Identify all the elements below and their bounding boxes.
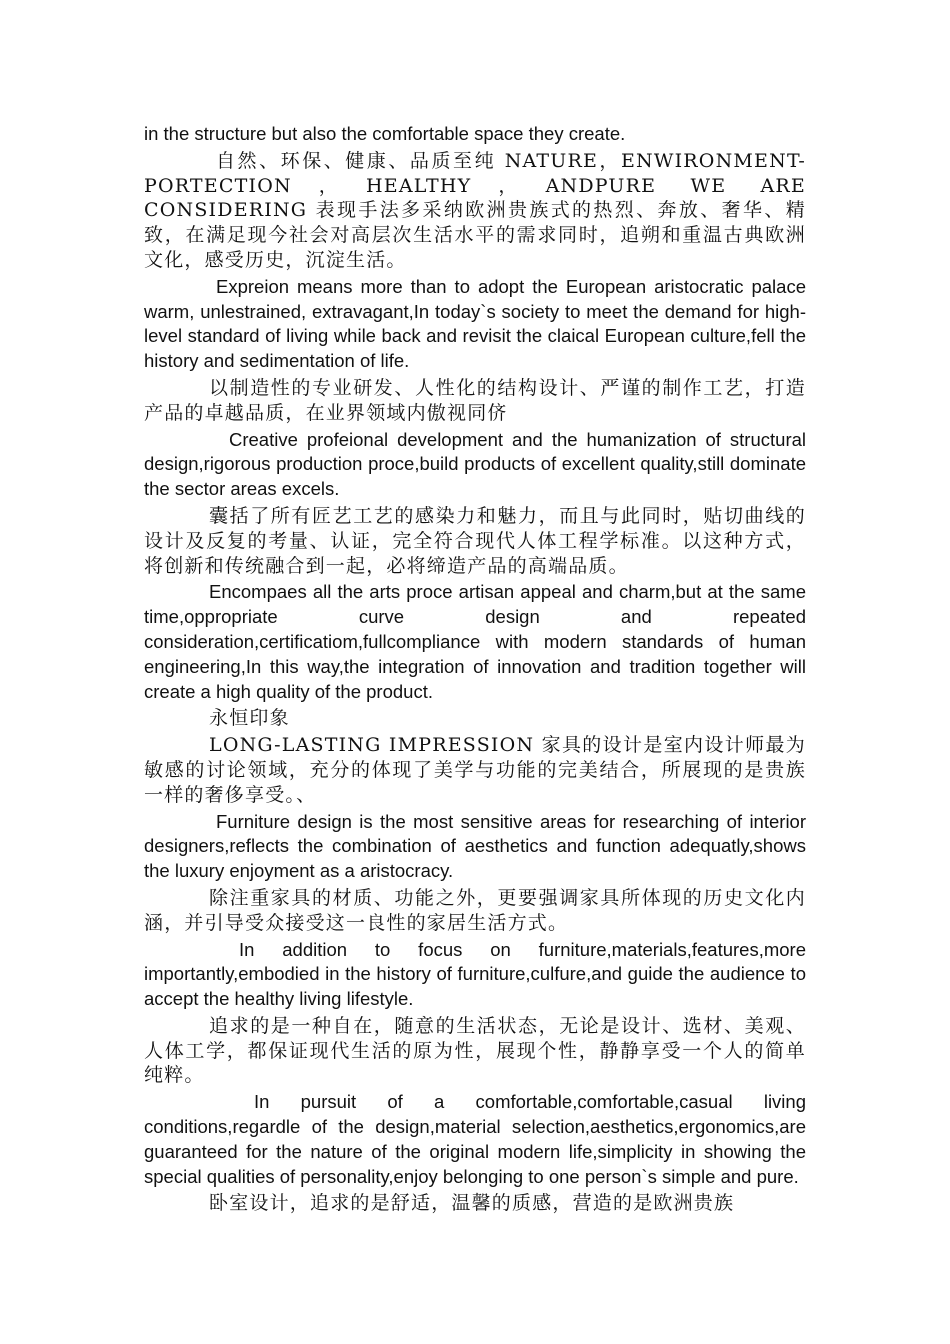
paragraph-nature-chinese: 自然、环保、健康、品质至纯 NATURE，ENWIRONMENT-PORTECTION，HEALTHY，ANDPURE WE ARE CONSIDERING 表现手法多采纳欧洲贵族式的热烈、奔放、奢华、精致，在满足现今社会对高层次生活水平的需求同时，追朔和重温古典欧洲文化，感受历史，沉淀生活。 bbox=[144, 149, 806, 271]
paragraph-furniture-english: Furniture design is the most sensitive areas for researching of interior designers,reflects the combination of aesthetics and function adequatly,shows the luxury enjoyment as a aristocracy. bbox=[144, 810, 806, 882]
paragraph-manufacturing-chinese: 以制造性的专业研发、人性化的结构设计、严谨的制作工艺，打造产品的卓越品质，在业界领域内傲视同侪 bbox=[144, 376, 806, 424]
paragraph-lifestyle-chinese: 追求的是一种自在，随意的生活状态，无论是设计、选材、美观、人体工学，都保证现代生活的原为性，展现个性，静静享受一个人的简单纯粹。 bbox=[144, 1014, 806, 1087]
section-heading-eternal-impression: 永恒印象 bbox=[209, 707, 290, 730]
paragraph-long-lasting-chinese: LONG-LASTING IMPRESSION 家具的设计是室内设计师最为敏感的讨论领域，充分的体现了美学与功能的完美结合，所展现的是贵族一样的奢侈享受。、 bbox=[144, 734, 806, 806]
paragraph-addition-english: In addition to focus on furniture,materials,features,more importantly,embodied in the history of furniture,culfure,and guide the audience to accept the healthy living lifestyle. bbox=[144, 938, 806, 1010]
paragraph-craft-chinese: 囊括了所有匠艺工艺的感染力和魅力，而且与此同时，贴切曲线的设计及反复的考量、认证，完全符合现代人体工程学标准。以这种方式，将创新和传统融合到一起，必将缔造产品的高端品质。 bbox=[144, 504, 806, 577]
paragraph-structure-comfort: in the structure but also the comfortable space they create. bbox=[144, 123, 626, 144]
paragraph-pursuit-english: In pursuit of a comfortable,comfortable,casual living conditions,regardle of the design,material selection,aesthetics,ergonomics,are guaranteed for the nature of the original modern life,simplicity in showing the special qualities of personality,enjoy belonging to one person`s simple and pure. bbox=[144, 1091, 806, 1187]
paragraph-materials-chinese: 除注重家具的材质、功能之外，更要强调家具所体现的历史文化内涵，并引导受众接受这一良性的家居生活方式。 bbox=[144, 886, 806, 934]
paragraph-creative-english: Creative profeional development and the humanization of structural design,rigorous production proce,build products of excellent quality,still dominate the sector areas excels. bbox=[144, 428, 806, 500]
document-page bbox=[144, 122, 806, 1216]
paragraph-encompasses-english: Encompaes all the arts proce artisan appeal and charm,but at the same time,oppropriate curve design and repeated consideration,certificatiom,fullcompliance with modern standards of human engineering,In this way,the integration of innovation and tradition together will create a high quality of the product. bbox=[144, 581, 806, 702]
paragraph-expression-english: Expreion means more than to adopt the European aristocratic palace warm, unlestrained, extravagant,In today`s society to meet the demand for high-level standard of living while back and revisit the claical European culture,fell the history and sedimentation of life. bbox=[144, 275, 806, 372]
paragraph-bedroom-chinese: 卧室设计，追求的是舒适，温馨的质感，营造的是欧洲贵族 bbox=[209, 1192, 735, 1215]
